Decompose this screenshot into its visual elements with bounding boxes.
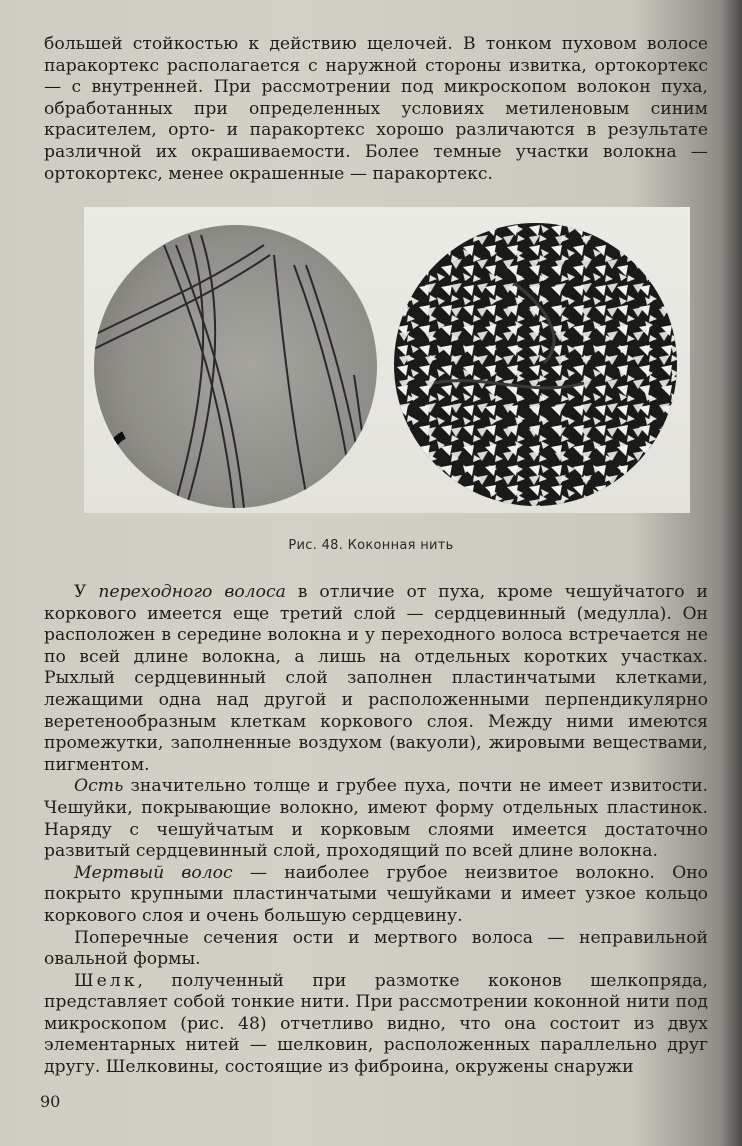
figure-caption: Рис. 48. Коконная нить [288, 538, 454, 553]
micrograph-longitudinal-view [94, 225, 377, 508]
term-italic: Мертвый волос [74, 862, 233, 883]
paragraph-body: Поперечные сечения ости и мертвого волоса — неправильной овальной формы. [44, 927, 708, 970]
paragraph-silk [44, 971, 708, 1079]
term-italic: переходного волоса [98, 582, 286, 602]
figure-48 [84, 207, 690, 513]
term-spaced: Шелк [74, 970, 138, 991]
body-text [44, 582, 708, 1079]
top-paragraph [44, 34, 708, 185]
paragraph-body: , полученный при размотке коконов шелкопряда, представляет собой тонкие нити. При рассмотрении коконной нити под микроскопом (рис. 48) отчетливо видно, что она состоит из двух элементарных нитей — шелковин, расположенных параллельно друг другу. Шелковины, состоящие из фиброина, окружены снаружи [44, 970, 708, 1078]
paragraph-lead: У [74, 582, 99, 602]
paragraph-body: в отличие от пуха, кроме чешуйчатого и коркового имеется еще третий слой — сердцевинный (медулла). Он расположен в середине волокна и у переходного волоса встречается не по всей длине волокна, а лишь на отдельных коротких участках. Рыхлый сердцевинный слой заполнен пластинчатыми клетками, лежащими одна над другой и расположенными перпендикулярно веретенообразным клеткам коркового слоя. Между ними имеются промежутки, заполненные воздухом (вакуоли), жировыми веществами, пигментом. [44, 582, 708, 775]
paragraph-awn [44, 776, 708, 862]
paragraph-continuation: большей стойкостью к действию щелочей. В тонком пуховом волосе паракортекс располагается с наружной стороны извитка, ортокортекс — с внутренней. При рассмотрении под микроскопом волокон пуха, обработанных при определенных условиях метиленовым синим красителем, орто- и паракортекс хорошо различаются в результате различной их окрашиваемости. Более темные участки волокна — ортокортекс, менее окрашенные — паракортекс. [44, 34, 708, 184]
paragraph-body: — наиболее грубое неизвитое волокно. Оно покрыто крупными пластинчатыми чешуйками и имеет узкое кольцо коркового слоя и очень большую сердцевину. [44, 862, 708, 926]
paragraph-body: значительно толще и грубее пуха, почти не имеет извитости. Чешуйки, покрывающие волокно, имеют форму отдельных пластинок. Наряду с чешуйчатым и корковым слоями имеется достаточно развитый сердцевинный слой, проходящий по всей длине волокна. [44, 776, 708, 862]
page-number: 90 [40, 1092, 61, 1111]
paragraph-dead-hair [44, 863, 708, 928]
paragraph-cross-sections [44, 928, 708, 971]
paragraph-transitional-hair [44, 582, 708, 776]
term-italic: Ость [74, 776, 124, 797]
micrograph-cross-section [394, 223, 677, 506]
